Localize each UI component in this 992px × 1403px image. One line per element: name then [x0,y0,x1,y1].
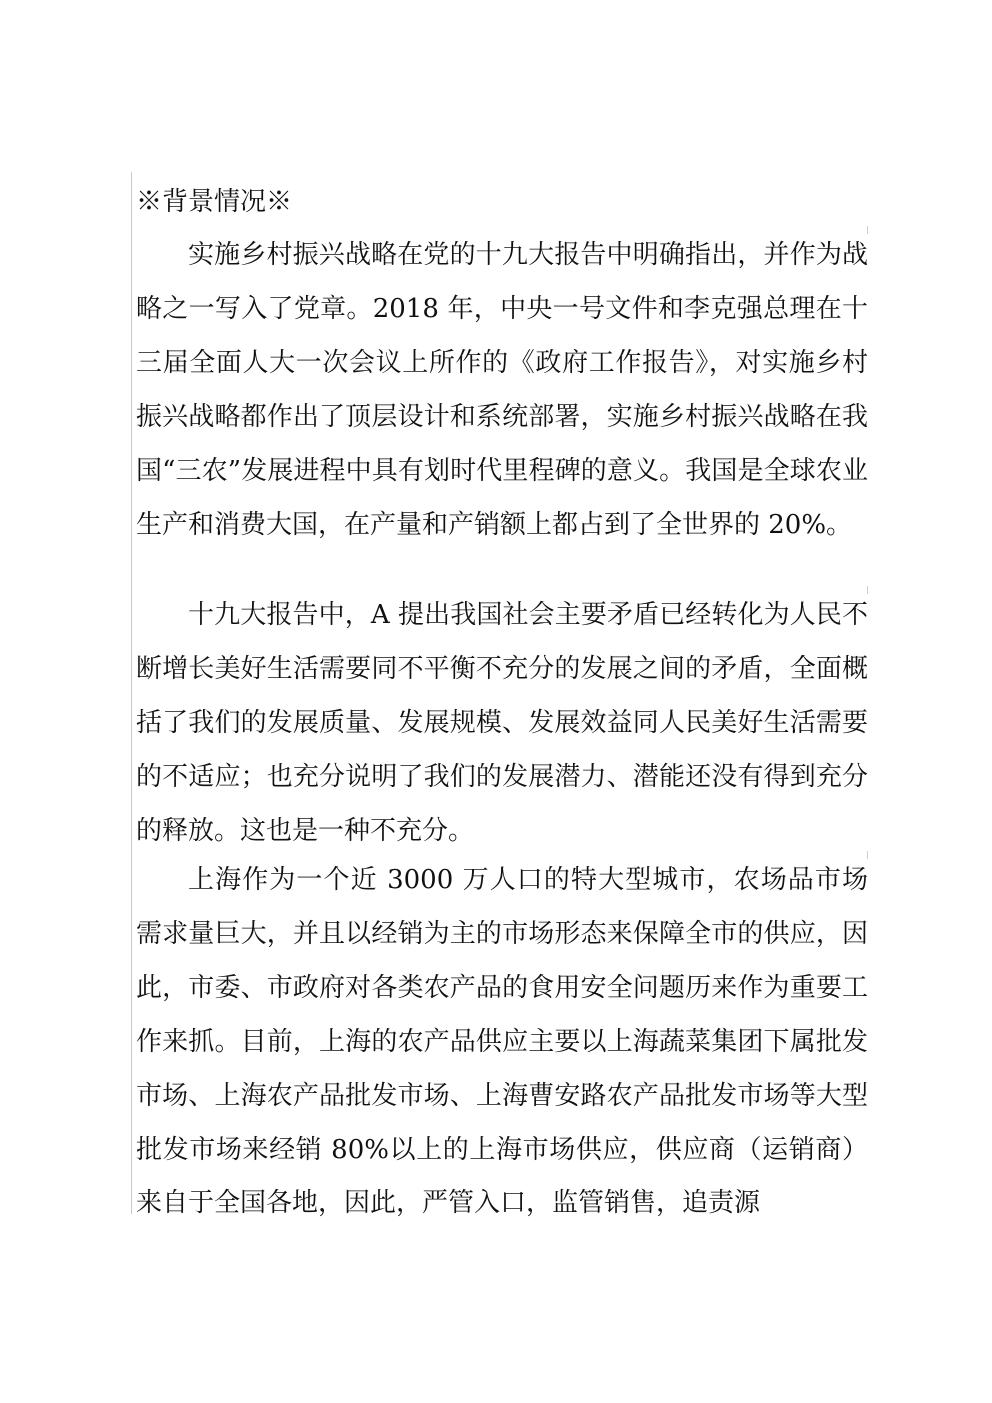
paragraph-background-1: 实施乡村振兴战略在党的十九大报告中明确指出，并作为战略之一写入了党章。2018 年，中央一号文件和李克强总理在十三届全面人大一次会议上所作的《政府工作报告》，对实施乡村振兴战略都作出了顶层设计和系统部署，实施乡村振兴战略在我国“三农”发展进程中具有划时代里程碑的意义。我国是全球农业生产和消费大国，在产量和产销额上都占到了全世界的 20%。 [136,240,868,540]
section-heading: ※背景情况※ [136,187,293,217]
paragraph-background-2: 十九大报告中，A 提出我国社会主要矛盾已经转化为人民不断增长美好生活需要同不平衡不充分的发展之间的矛盾，全面概括了我们的发展质量、发展规模、发展效益同人民美好生活需要的不适应；也充分说明了我们的发展潜力、潜能还没有得到充分的释放。这也是一种不充分。 [136,600,868,846]
paragraph-clip [136,854,868,1230]
left-margin-rule [131,172,132,1214]
paragraph-background-3: 上海作为一个近 3000 万人口的特大型城市，农场品市场需求量巨大，并且以经销为主的市场形态来保障全市的供应，因此，市委、市政府对各类农产品的食用安全问题历来作为重要工作来抓。目前，上海的农产品供应主要以上海蔬菜集团下属批发市场、上海农产品批发市场、上海曹安路农产品批发市场等大型批发市场来经销 80%以上的上海市场供应，供应商（运销商）来自于全国各地，因此，严管入口，监管销售，追责源 [136,865,868,1219]
